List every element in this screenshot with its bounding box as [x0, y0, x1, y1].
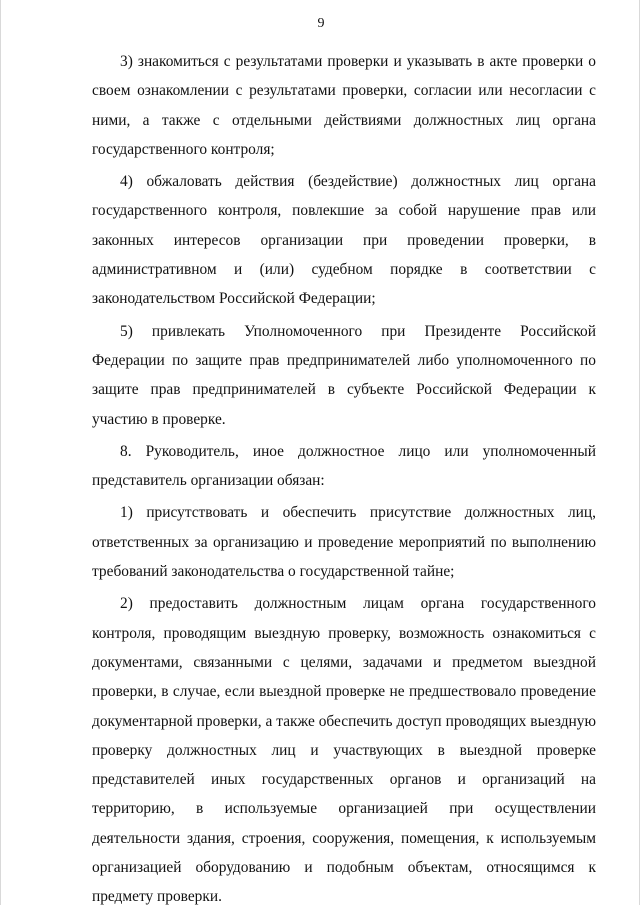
- paragraph-item-4: 4) обжаловать действия (бездействие) должностных лиц органа государственного контроля, повлекшие за собой нарушение прав или законных интересов организации при проведении проверки, в административном и (или) судебном порядке в соответствии с законодательством Российской Федерации;: [92, 173, 596, 308]
- paragraph-section-8: 8. Руководитель, иное должностное лицо или уполномоченный представитель организации обязан:: [92, 442, 596, 490]
- page-number: 9: [317, 16, 325, 31]
- document-body: [92, 47, 596, 912]
- paragraph-item-5: 5) привлекать Уполномоченного при Президенте Российской Федерации по защите прав предпринимателей либо уполномоченного по защите прав предпринимателей в субъекте Российской Федерации к участию в проверке.: [92, 322, 596, 428]
- paragraph-item-2: 2) предоставить должностным лицам органа государственного контроля, проводящим выездную проверку, возможность ознакомиться с документами, связанными с целями, задачами и предметом выездной проверки, в случае, если выездной проверке не предшествовало проведение документарной проверки, а также обеспечить доступ проводящих выездную проверку должностных лиц и участвующих в выездной проверке представителей иных государственных органов и организаций на территорию, в используемые организацией при осуществлении деятельности здания, строения, сооружения, помещения, к используемым организацией оборудованию и подобным объектам, относящимся к предмету проверки.: [92, 595, 596, 906]
- paragraph-item-3: 3) знакомиться с результатами проверки и указывать в акте проверки о своем ознакомлении с результатами проверки, согласии или несогласии с ними, а также с отдельными действиями должностных лиц органа государственного контроля;: [92, 53, 596, 158]
- paragraph-item-1: 1) присутствовать и обеспечить присутствие должностных лиц, ответственных за организацию и проведение мероприятий по выполнению требований законодательства о государственной тайне;: [92, 504, 596, 581]
